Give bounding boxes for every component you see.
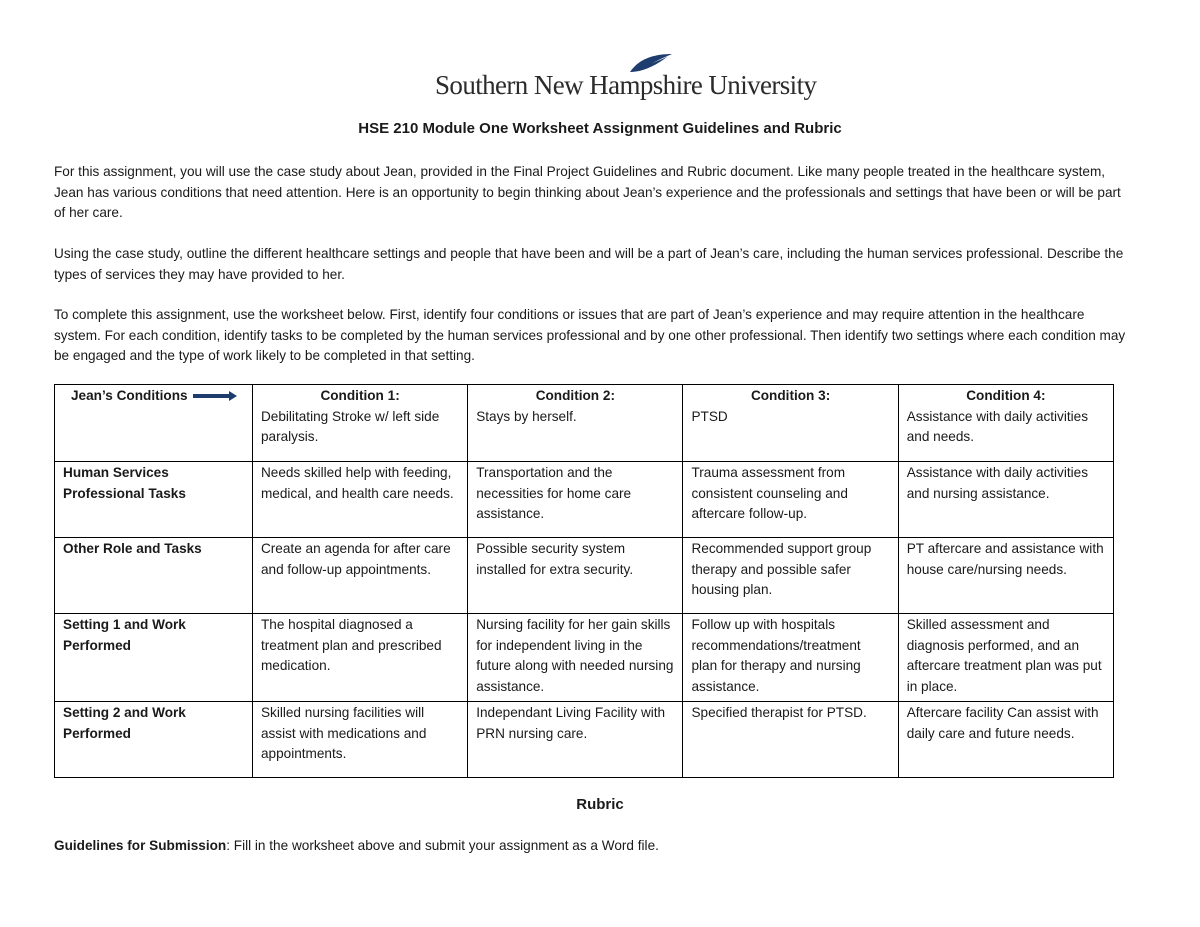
condition-4-cell[interactable] (898, 385, 1113, 462)
condition-2-value: Stays by herself. (476, 408, 577, 424)
table-cell[interactable]: Aftercare facility Can assist with daily care and future needs. (898, 702, 1113, 778)
condition-2-cell[interactable] (468, 385, 683, 462)
table-cell[interactable]: Specified therapist for PTSD. (683, 702, 898, 778)
table-cell[interactable]: Nursing facility for her gain skills for independent living in the future along with needed nursing assistance. (468, 614, 683, 702)
table-cell[interactable]: Possible security system installed for extra security. (468, 538, 683, 614)
intro-paragraph-3: To complete this assignment, use the worksheet below. First, identify four conditions or issues that are part of Jean’s experience and may require attention in the healthcare system. For each condition, identify tasks to be completed by the human services professional and by one other professional. Then identify two settings where each condition may be engaged and the type of work likely to be completed in that setting. (54, 307, 1126, 363)
row-label: Setting 1 and Work Performed (55, 614, 253, 702)
rubric-heading: Rubric (576, 796, 624, 813)
condition-3-label: Condition 3: (750, 388, 831, 403)
table-cell[interactable]: Assistance with daily activities and nursing assistance. (898, 462, 1113, 538)
intro-paragraph-2: Using the case study, outline the different healthcare settings and people that have been and will be a part of Jean’s care, including the human services professional. Describe the types of services they may have provided to her. (54, 246, 1124, 282)
corner-cell (55, 385, 253, 462)
conditions-row (55, 385, 1114, 462)
arrow-right-icon (193, 390, 237, 402)
table-row (55, 462, 1114, 538)
table-cell[interactable]: Skilled assessment and diagnosis performed, and an aftercare treatment plan was put in place. (898, 614, 1113, 702)
row-label: Other Role and Tasks (55, 538, 253, 614)
table-cell[interactable]: Needs skilled help with feeding, medical, and health care needs. (252, 462, 467, 538)
condition-3-value: PTSD (691, 408, 728, 424)
guidelines-label: Guidelines for Submission (54, 838, 227, 853)
submission-guidelines (54, 838, 659, 853)
table-cell[interactable]: Transportation and the necessities for home care assistance. (468, 462, 683, 538)
condition-1-cell[interactable] (252, 385, 467, 462)
page-title: HSE 210 Module One Worksheet Assignment Guidelines and Rubric (358, 120, 842, 137)
table-cell[interactable]: Recommended support group therapy and possible safer housing plan. (683, 538, 898, 614)
condition-1-value: Debilitating Stroke w/ left side paralysis. (260, 408, 440, 444)
table-cell[interactable]: The hospital diagnosed a treatment plan and prescribed medication. (252, 614, 467, 702)
condition-3-cell[interactable] (683, 385, 898, 462)
table-cell[interactable]: Independant Living Facility with PRN nursing care. (468, 702, 683, 778)
leaf-icon (628, 52, 674, 74)
table-row (55, 538, 1114, 614)
condition-4-label: Condition 4: (966, 388, 1046, 403)
row-label: Human Services Professional Tasks (55, 462, 253, 538)
table-cell[interactable]: PT aftercare and assistance with house care/nursing needs. (898, 538, 1113, 614)
table-cell[interactable]: Follow up with hospitals recommendations/treatment plan for therapy and nursing assistance. (683, 614, 898, 702)
condition-2-label: Condition 2: (535, 388, 615, 403)
row-label: Setting 2 and Work Performed (55, 702, 253, 778)
guidelines-text: : Fill in the worksheet above and submit your assignment as a Word file. (226, 838, 659, 853)
table-row (55, 614, 1114, 702)
logo-text: Southern New Hampshire University (435, 70, 817, 100)
intro-paragraph-1: For this assignment, you will use the case study about Jean, provided in the Final Project Guidelines and Rubric document. Like many people treated in the healthcare system, Jean has various conditions that need attention. Here is an opportunity to begin thinking about Jean’s experience and the professionals and settings that have been or will be part of her care. (54, 164, 1121, 220)
table-cell[interactable]: Trauma assessment from consistent counseling and aftercare follow-up. (683, 462, 898, 538)
condition-4-value: Assistance with daily activities and needs. (906, 408, 1089, 444)
table-row (55, 702, 1114, 778)
corner-label: Jean’s Conditions (71, 388, 188, 403)
worksheet-table (54, 384, 1114, 778)
condition-1-label: Condition 1: (320, 388, 400, 403)
table-cell[interactable]: Create an agenda for after care and follow-up appointments. (252, 538, 467, 614)
table-cell[interactable]: Skilled nursing facilities will assist with medications and appointments. (252, 702, 467, 778)
